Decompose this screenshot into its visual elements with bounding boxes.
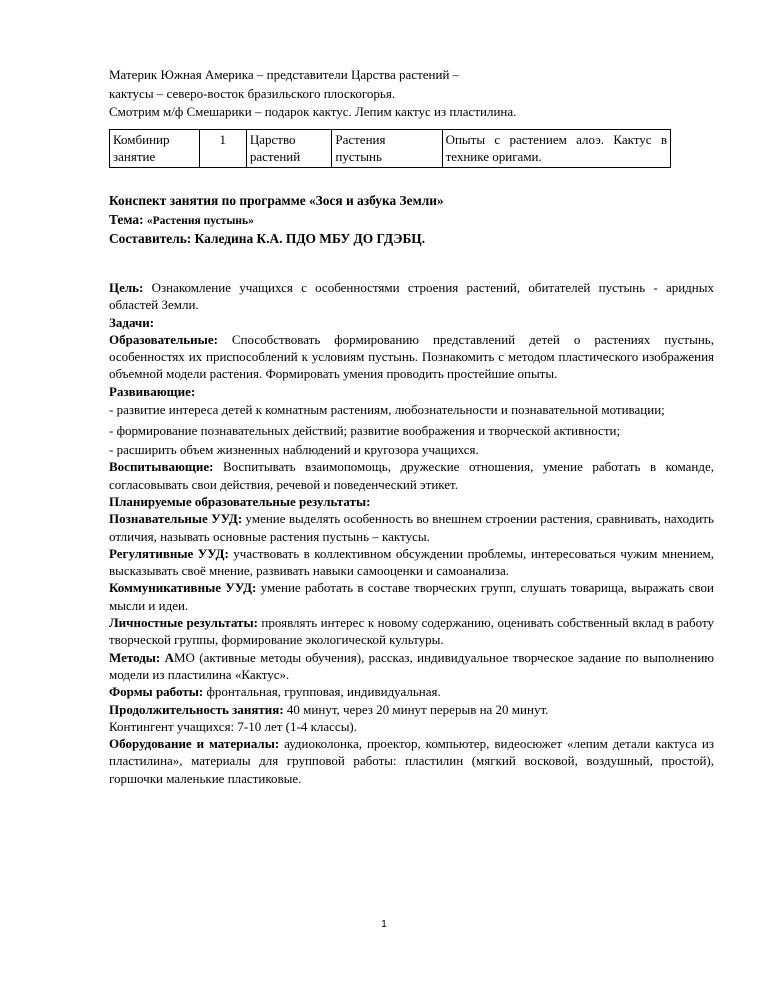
cell-text: занятие [113,149,156,164]
communicative-label: Коммуникативные УУД: [109,580,257,596]
regulatory-label: Регулятивные УУД: [109,545,229,561]
cell-text: пустынь [335,149,382,164]
list-item: - формирование познавательных действий; развитие воображения и творческой активности; [109,422,621,438]
cognitive-paragraph [109,510,714,545]
educational-paragraph [109,331,714,383]
results-heading: Планируемые образовательные результаты: [109,493,371,509]
cell-text: растений [249,149,301,164]
methods-label: Методы: А [109,649,174,665]
educational-label: Образовательные: [109,331,218,347]
table-cell-topic [332,130,442,168]
document-header [109,192,709,249]
communicative-paragraph [109,579,714,614]
forms-label: Формы работы: [109,684,204,700]
forms-paragraph [109,683,714,700]
theme-line [109,211,709,231]
theme-label: Тема: [109,211,147,227]
goal-label: Цель: [109,280,144,295]
table-cell-number: 1 [199,130,246,168]
contingent-paragraph: Контингент учащихся: 7-10 лет (1-4 классы). [109,718,358,734]
duration-paragraph [109,701,714,718]
list-item: - расширить объем жизненных наблюдений и кругозора учащихся. [109,442,479,458]
intro-line: кактусы – северо-восток бразильского плоскогорья. [109,85,396,101]
author-line: Составитель: Каледина К.А. ПДО МБУ ДО ГДЭБЦ. [109,231,426,246]
table-cell-section [246,130,332,168]
tasks-heading: Задачи: [109,314,155,330]
personal-paragraph [109,614,714,649]
educational-text: Способствовать формированию представлений детей о растениях пустынь, особенностях их приспособлений к условиям пустынь. Познакомить с методом пластического изображения объемной модели растения. Формировать умения проводить простейшие опыты. [109,331,714,382]
document-title: Конспект занятия по программе «Зося и азбука Земли» [109,193,444,208]
table-cell-activities: Опыты с растением алоэ. Кактус в технике оригами. [442,130,670,168]
duration-text: 40 минут, через 20 минут перерыв на 20 минут. [283,701,549,717]
lesson-table [109,129,671,168]
regulatory-paragraph [109,545,714,580]
forms-text: фронтальная, групповая, индивидуальная. [203,684,441,700]
list-item: - развитие интереса детей к комнатным растениям, любознательности и познавательной мотивации; [109,402,665,418]
upbringing-label: Воспитывающие: [109,459,214,475]
equipment-label: Оборудование и материалы: [109,736,280,752]
cognitive-label: Познавательные УУД: [109,511,243,527]
upbringing-text: Воспитывать взаимопомощь, дружеские отношения, умение работать в команде, согласовывать свои действия, речевой и поведенческий этикет. [109,459,714,492]
personal-text: проявлять интерес к новому содержанию, оценивать собственный вклад в работу творческой группы, формирование экологической культуры. [109,615,715,648]
goal-text: Ознакомление учащихся с особенностями строения растений, обитателей пустынь - аридных областей Земли. [109,280,714,313]
cell-text: Царство [249,132,296,147]
regulatory-text: участвовать в коллективном обсуждении проблемы, интересоваться чужим мнением, высказывать своё мнение, развивать навыки самооценки и самоанализа. [109,545,714,579]
document-body [109,279,714,787]
table-cell-type [110,130,200,168]
equipment-paragraph [109,735,714,787]
theme-value: «Растения пустынь» [146,214,254,227]
goal-paragraph [109,279,714,314]
personal-label: Личностные результаты: [109,615,258,631]
table-row [110,130,671,168]
upbringing-paragraph [109,458,714,493]
cell-text: Растения [335,132,386,147]
page-number: 1 [381,919,387,930]
intro-block [109,66,709,122]
methods-text: МО (активные методы обучения), рассказ, индивидуальное творческое задание по выполнению модели из пластилина «Кактус». [109,649,714,682]
cognitive-text: умение выделять особенность во внешнем строении растения, сравнивать, находить отличия, называть основные растения пустынь – кактусы. [109,511,714,544]
duration-label: Продолжительность занятия: [109,701,284,717]
communicative-text: умение работать в составе творческих групп, слушать товарища, выражать свои мысли и идеи. [109,580,715,613]
intro-line: Материк Южная Америка – представители Царства растений – [109,67,460,82]
methods-paragraph [109,649,714,684]
intro-line: Смотрим м/ф Смешарики – подарок кактус. Лепим кактус из пластилина. [109,104,517,119]
developmental-heading: Развивающие: [109,383,196,399]
equipment-text: аудиоколонка, проектор, компьютер, видеосюжет «лепим детали кактуса из пластилина», материалы для групповой работы: пластилин (мягкий восковой, воздушный, простой), горшочки маленькие пластиковые. [109,736,714,786]
cell-text: Комбинир [113,132,170,147]
